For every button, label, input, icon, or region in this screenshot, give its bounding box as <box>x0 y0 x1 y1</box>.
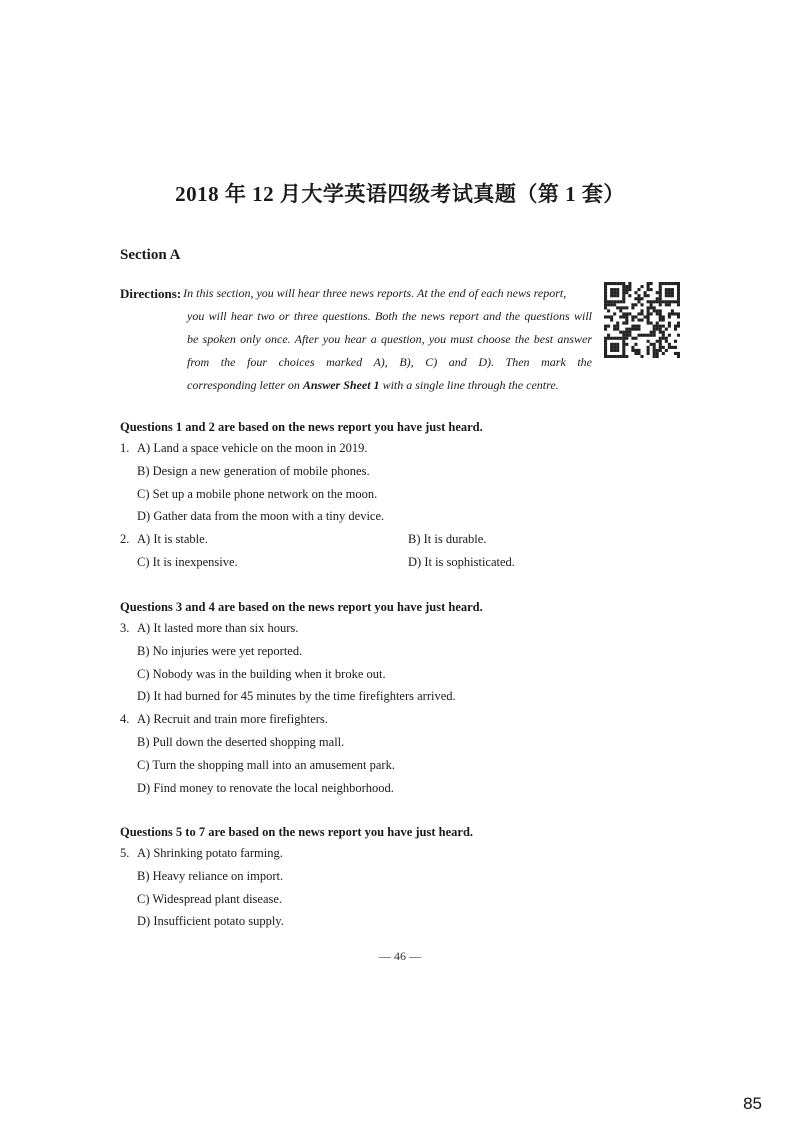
option-text: C) Widespread plant disease. <box>137 891 283 906</box>
directions-label: Directions: <box>120 286 182 301</box>
answer-option <box>137 892 282 907</box>
answer-option <box>120 712 328 727</box>
directions-text-1: In this section, you will hear three news reports. At the end of each news report, <box>183 286 567 300</box>
directions-text-5b: with a single line through the centre. <box>379 378 559 392</box>
question-number: 3. <box>120 621 130 635</box>
answer-option <box>137 914 284 929</box>
directions-block <box>120 282 592 397</box>
option-text: D) Find money to renovate the local neighborhood. <box>137 780 394 795</box>
option-text: A) It lasted more than six hours. <box>137 621 299 635</box>
option-text: A) Land a space vehicle on the moon in 2019. <box>137 441 368 455</box>
option-text: B) Design a new generation of mobile phones. <box>137 463 370 478</box>
option-text: A) It is stable. <box>137 532 208 547</box>
answer-option <box>137 735 344 750</box>
qr-code-icon <box>604 282 680 358</box>
answer-sheet-ref: Answer Sheet 1 <box>302 378 380 392</box>
question-group-heading: Questions 1 and 2 are based on the news report you have just heard. <box>120 420 483 434</box>
question-group-heading: Questions 3 and 4 are based on the news report you have just heard. <box>120 600 483 614</box>
question-number: 5. <box>120 846 130 860</box>
directions-line-4: from the four choices marked A), B), C) and D). Then mark the <box>187 355 592 369</box>
directions-line-5 <box>120 374 592 397</box>
answer-option <box>137 555 238 570</box>
directions-text-5a: corresponding letter on <box>187 378 303 392</box>
option-text: D) It is sophisticated. <box>408 555 515 569</box>
page-number-footer: — 46 — <box>379 949 421 963</box>
option-text: B) Pull down the deserted shopping mall. <box>137 735 345 749</box>
directions-line-1 <box>120 282 592 305</box>
option-text: A) Recruit and train more firefighters. <box>137 712 328 727</box>
answer-option <box>137 487 377 502</box>
corner-page-number: 85 <box>743 1094 762 1113</box>
section-label: Section A <box>120 247 181 263</box>
question-group-heading: Questions 5 to 7 are based on the news report you have just heard. <box>120 825 474 839</box>
answer-option <box>120 532 208 547</box>
answer-option <box>120 441 368 456</box>
page-title: 2018 年 12 月大学英语四级考试真题（第 1 套） <box>175 182 625 206</box>
answer-option <box>137 509 384 524</box>
option-text: B) No injuries were yet reported. <box>137 643 303 658</box>
answer-option <box>137 869 283 884</box>
option-text: D) Gather data from the moon with a tiny device. <box>137 509 385 524</box>
option-text: C) Set up a mobile phone network on the moon. <box>137 486 378 501</box>
option-text: B) Heavy reliance on import. <box>137 868 284 883</box>
question-number: 4. <box>120 712 130 727</box>
answer-option <box>137 758 395 773</box>
answer-option <box>137 644 302 659</box>
option-text: C) It is inexpensive. <box>137 555 238 569</box>
directions-line-3: be spoken only once. After you hear a question, you must choose the best answer <box>187 332 592 346</box>
option-text: C) Nobody was in the building when it broke out. <box>137 666 386 681</box>
question-number: 1. <box>120 441 130 455</box>
answer-option <box>137 689 456 704</box>
option-text: D) Insufficient potato supply. <box>137 914 284 929</box>
answer-option <box>137 781 394 796</box>
directions-line-2: you will hear two or three questions. Both the news report and the questions will <box>187 309 592 323</box>
answer-option <box>408 555 515 570</box>
answer-option <box>120 621 298 636</box>
option-text: C) Turn the shopping mall into an amusement park. <box>137 757 395 772</box>
answer-option <box>137 667 386 682</box>
option-text: D) It had burned for 45 minutes by the time firefighters arrived. <box>137 689 456 704</box>
option-text: A) Shrinking potato farming. <box>137 846 283 860</box>
answer-option <box>120 846 283 861</box>
option-text: B) It is durable. <box>408 532 487 547</box>
answer-option <box>408 532 486 547</box>
question-number: 2. <box>120 532 130 547</box>
answer-option <box>137 464 370 479</box>
